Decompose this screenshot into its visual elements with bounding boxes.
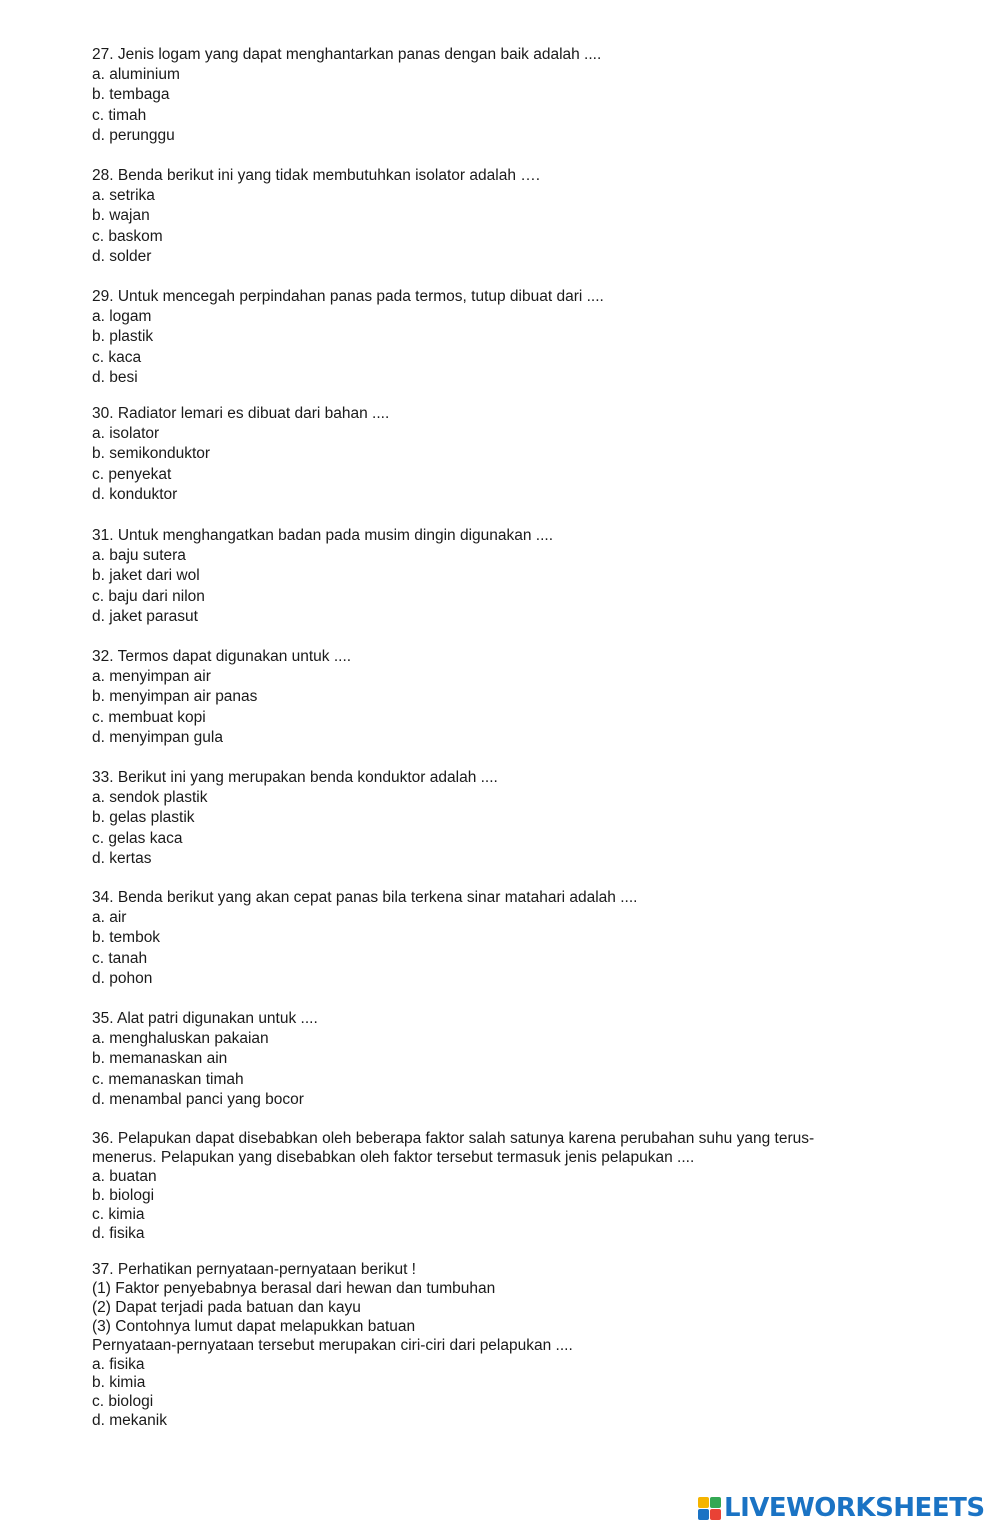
option-b: b. wajan	[92, 207, 150, 225]
question-35	[92, 1009, 872, 1110]
statement-1: (1) Faktor penyebabnya berasal dari hewan dan tumbuhan	[92, 1279, 496, 1297]
question-stem: 27. Jenis logam yang dapat menghantarkan panas dengan baik adalah ....	[92, 46, 602, 63]
liveworksheets-logo-icon	[698, 1497, 721, 1520]
option-b: b. kimia	[92, 1374, 146, 1392]
option-a: a. baju sutera	[92, 547, 186, 565]
question-29	[92, 287, 872, 388]
question-stem: 34. Benda berikut yang akan cepat panas bila terkena sinar matahari adalah ....	[92, 889, 638, 906]
question-31	[92, 526, 872, 627]
option-c: c. gelas kaca	[92, 829, 183, 847]
question-prompt: Pernyataan-pernyataan tersebut merupakan ciri-ciri dari pelapukan ....	[92, 1336, 573, 1354]
statement-3: (3) Contohnya lumut dapat melapukkan batuan	[92, 1317, 416, 1335]
question-34	[92, 888, 872, 989]
option-a: a. fisika	[92, 1355, 145, 1373]
question-28	[92, 166, 872, 267]
option-c: c. kimia	[92, 1205, 145, 1223]
option-a: a. sendok plastik	[92, 789, 208, 807]
option-a: a. aluminium	[92, 66, 180, 84]
option-b: b. memanaskan ain	[92, 1050, 228, 1068]
option-c: c. biologi	[92, 1393, 154, 1411]
option-d: d. konduktor	[92, 485, 178, 503]
option-a: a. logam	[92, 308, 152, 326]
option-b: b. menyimpan air panas	[92, 688, 258, 706]
option-c: c. membuat kopi	[92, 708, 206, 726]
option-b: b. gelas plastik	[92, 809, 195, 827]
option-d: d. menambal panci yang bocor	[92, 1090, 304, 1108]
option-b: b. jaket dari wol	[92, 567, 200, 585]
question-stem: 28. Benda berikut ini yang tidak membutuhkan isolator adalah ….	[92, 167, 541, 184]
option-b: b. tembaga	[92, 86, 170, 104]
option-d: d. fisika	[92, 1224, 145, 1242]
option-b: b. biologi	[92, 1186, 155, 1204]
option-c: c. baju dari nilon	[92, 587, 205, 605]
statement-2: (2) Dapat terjadi pada batuan dan kayu	[92, 1298, 361, 1316]
question-32	[92, 647, 872, 748]
question-stem: 37. Perhatikan pernyataan-pernyataan berikut !	[92, 1261, 416, 1278]
option-a: a. setrika	[92, 187, 155, 205]
option-b: b. tembok	[92, 929, 161, 947]
option-c: c. memanaskan timah	[92, 1070, 244, 1088]
question-37	[92, 1261, 872, 1431]
option-a: a. isolator	[92, 425, 160, 443]
question-stem: 36. Pelapukan dapat disebabkan oleh beberapa faktor salah satunya karena perubahan suhu yang terus-menerus. Pelapukan yang disebabkan oleh faktor tersebut termasuk jenis pelapukan ....	[92, 1130, 815, 1166]
option-d: d. solder	[92, 247, 152, 265]
option-d: d. pohon	[92, 969, 153, 987]
option-c: c. tanah	[92, 949, 148, 967]
option-d: d. perunggu	[92, 126, 175, 144]
option-a: a. buatan	[92, 1167, 157, 1185]
option-c: c. penyekat	[92, 465, 172, 483]
question-stem: 29. Untuk mencegah perpindahan panas pada termos, tutup dibuat dari ....	[92, 288, 604, 305]
question-stem: 35. Alat patri digunakan untuk ....	[92, 1010, 318, 1027]
option-d: d. mekanik	[92, 1412, 167, 1430]
option-b: b. plastik	[92, 328, 154, 346]
brand-wordmark: LIVEWORKSHEETS	[724, 1493, 985, 1523]
option-a: a. menyimpan air	[92, 668, 211, 686]
option-a: a. menghaluskan pakaian	[92, 1030, 269, 1048]
option-d: d. besi	[92, 368, 138, 386]
question-stem: 32. Termos dapat digunakan untuk ....	[92, 648, 352, 665]
option-c: c. baskom	[92, 227, 163, 245]
question-33	[92, 768, 872, 869]
question-stem: 30. Radiator lemari es dibuat dari bahan ....	[92, 405, 390, 422]
liveworksheets-brand	[698, 1493, 985, 1523]
question-stem: 31. Untuk menghangatkan badan pada musim dingin digunakan ....	[92, 527, 554, 544]
question-27	[92, 45, 872, 146]
option-d: d. kertas	[92, 849, 152, 867]
option-c: c. timah	[92, 106, 147, 124]
question-stem: 33. Berikut ini yang merupakan benda konduktor adalah ....	[92, 769, 498, 786]
option-d: d. jaket parasut	[92, 607, 198, 625]
question-36	[92, 1130, 867, 1243]
option-a: a. air	[92, 909, 127, 927]
option-b: b. semikonduktor	[92, 445, 211, 463]
option-c: c. kaca	[92, 348, 142, 366]
question-30	[92, 404, 872, 505]
option-d: d. menyimpan gula	[92, 728, 223, 746]
